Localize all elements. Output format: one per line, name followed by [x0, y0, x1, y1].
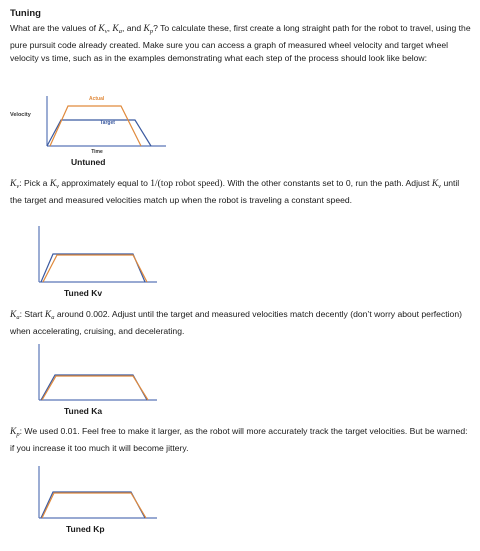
ka-symbol: $K_a$	[10, 310, 20, 321]
tuned-kp-graph	[37, 466, 159, 522]
caption-untuned: Untuned	[71, 157, 106, 167]
target-label: Target	[100, 120, 115, 126]
caption-tuned-kp: Tuned Kp	[66, 524, 105, 534]
intro-paragraph	[10, 22, 472, 66]
figure-untuned	[10, 90, 170, 154]
kp-symbol: $K_p$	[10, 427, 20, 438]
kv-lead: : Pick a	[19, 178, 50, 188]
intro-and: , and	[121, 23, 144, 33]
kp-symbol: $K_p$	[143, 24, 154, 35]
ka-paragraph	[10, 308, 472, 338]
ka-symbol: $K_a$	[112, 24, 122, 35]
actual-line	[42, 493, 146, 518]
actual-line	[43, 255, 147, 282]
time-axis-label: Time	[91, 149, 103, 155]
target-line	[41, 375, 147, 400]
kv-end: until the target and measured velocities match up when the robot is traveling a constant speed.	[10, 178, 460, 205]
kv-symbol: $K_v$	[98, 24, 108, 35]
target-line	[41, 254, 145, 282]
ka-symbol: $K_a$	[44, 310, 55, 321]
actual-line	[50, 106, 141, 146]
target-line	[47, 120, 151, 146]
section-heading: Tuning	[10, 8, 41, 19]
figure-tuned-ka	[37, 344, 159, 402]
actual-label: Actual	[89, 96, 105, 102]
caption-tuned-ka: Tuned Ka	[64, 406, 103, 416]
untuned-graph	[10, 90, 170, 154]
ka-rest: around 0.002. Adjust until the target and measured velocities match decently (don’t worry about perfection) when accelerating, cruising, and decelerating.	[10, 309, 462, 336]
intro-comma: ,	[107, 23, 113, 33]
kv-symbol: $K_v$	[10, 179, 20, 190]
kp-rest: : We used 0.01. Feel free to make it larger, as the robot will more accurately track the target velocities. But be warned: if you increase it too much it will become jittery.	[10, 426, 468, 453]
caption-tuned-kv: Tuned Kv	[64, 288, 103, 298]
ka-lead: : Start	[19, 309, 45, 319]
kv-symbol: $K_v$	[49, 179, 60, 190]
velocity-axis-label: Velocity	[10, 112, 31, 118]
actual-line	[42, 376, 148, 400]
kv-symbol: $K_v$	[431, 179, 442, 190]
intro-text-rest: ? To calculate these, first create a long straight path for the robot to travel, using the pure pursuit code already created. Make sure you can access a graph of measured wheel velocity and target wheel velocity vs time, such as in the examples demonstrating what each step of the process should look like below:	[10, 23, 471, 64]
kv-paragraph	[10, 177, 472, 207]
kv-mid: . With the other constants set to 0, run the path. Adjust	[222, 178, 432, 188]
kp-paragraph	[10, 425, 472, 455]
tuned-ka-graph	[37, 344, 159, 402]
figure-tuned-kp	[37, 466, 159, 522]
kv-formula: 1/(top robot speed)	[150, 179, 223, 189]
tuned-kv-graph	[37, 226, 159, 284]
figure-tuned-kv	[37, 226, 159, 284]
kv-approx: approximately equal to	[59, 178, 151, 188]
target-line	[41, 492, 145, 518]
intro-text-question: What are the values of	[10, 23, 99, 33]
